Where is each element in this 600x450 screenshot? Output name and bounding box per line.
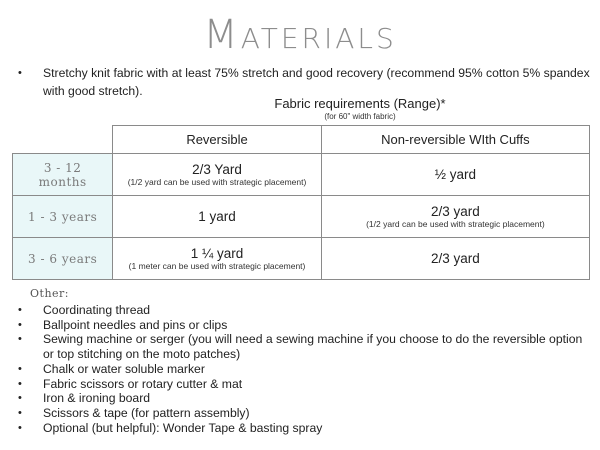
bullet-icon: • — [18, 421, 22, 434]
list-item — [18, 303, 590, 318]
table-row — [13, 196, 590, 238]
reversible-amount: 1 ¼ yard — [190, 246, 244, 261]
nonreversible-amount: 2/3 yard — [430, 204, 480, 219]
intro-bullet-text: Stretchy knit fabric with at least 75% stretch and good recovery (recommend 95% cotton 5% spandex with good stretch). — [43, 66, 590, 98]
reversible-cell — [113, 154, 321, 196]
list-item-text: Iron & ironing board — [43, 391, 151, 406]
nonreversible-note: (1/2 yard can be used with strategic placement) — [366, 219, 545, 229]
fabric-table-subheading: (for 60" width fabric) — [324, 112, 396, 121]
reversible-cell — [113, 196, 321, 238]
reversible-note: (1/2 yard can be used with strategic placement) — [127, 177, 307, 187]
list-item — [18, 421, 590, 436]
age-cell — [13, 238, 113, 280]
reversible-note: (1 meter can be used with strategic placement) — [128, 261, 306, 271]
page-title: Materials — [203, 12, 397, 58]
nonreversible-amount: 2/3 yard — [430, 251, 480, 266]
list-item — [18, 391, 590, 406]
table-corner-cell — [13, 126, 113, 154]
table-row — [13, 154, 590, 196]
table-row — [13, 238, 590, 280]
list-item-text: Coordinating thread — [43, 303, 151, 317]
bullet-icon: • — [18, 392, 22, 405]
list-item-text: Optional (but helpful): Wonder Tape & basting spray — [43, 420, 323, 435]
fabric-requirements-table — [12, 125, 590, 280]
table-header-row — [13, 126, 590, 154]
list-item-text: Fabric scissors or rotary cutter & mat — [43, 376, 243, 391]
column-header-reversible: Reversible — [113, 126, 321, 154]
age-label-line2: months — [38, 174, 87, 189]
reversible-amount: 1 yard — [198, 209, 236, 224]
list-item — [18, 318, 590, 333]
age-cell — [13, 154, 113, 196]
list-item — [18, 332, 590, 361]
age-label: 1 - 3 years — [28, 209, 98, 224]
age-label: 3 - 12 — [43, 160, 82, 175]
list-item — [18, 406, 590, 421]
age-cell — [13, 196, 113, 238]
column-header-nonreversible: Non-reversible WIth Cuffs — [321, 126, 589, 154]
nonreversible-cell — [321, 154, 589, 196]
reversible-amount: 2/3 Yard — [192, 162, 242, 177]
fabric-table-heading: Fabric requirements (Range)* — [274, 96, 446, 111]
bullet-icon: • — [18, 67, 22, 79]
list-item-text: Ballpoint needles and pins or clips — [43, 317, 228, 332]
list-item-text: Sewing machine or serger (you will need a sewing machine if you choose to do the reversible option or top stitching on the moto patches) — [43, 332, 583, 362]
list-item-text: Scissors & tape (for pattern assembly) — [43, 405, 250, 420]
list-item — [18, 377, 590, 392]
nonreversible-cell — [321, 196, 589, 238]
age-label: 3 - 6 years — [28, 251, 98, 266]
other-materials-list — [18, 303, 590, 435]
reversible-cell — [113, 238, 321, 280]
bullet-icon: • — [18, 377, 22, 390]
intro-bullet-item — [18, 64, 590, 100]
bullet-icon: • — [18, 333, 22, 346]
nonreversible-cell — [321, 238, 589, 280]
bullet-icon: • — [18, 304, 22, 316]
bullet-icon: • — [18, 318, 22, 331]
bullet-icon: • — [18, 406, 22, 419]
bullet-icon: • — [18, 362, 22, 375]
list-item — [18, 362, 590, 377]
list-item-text: Chalk or water soluble marker — [43, 361, 205, 376]
nonreversible-amount: ½ yard — [434, 167, 477, 182]
other-section-label: Other: — [30, 287, 69, 300]
